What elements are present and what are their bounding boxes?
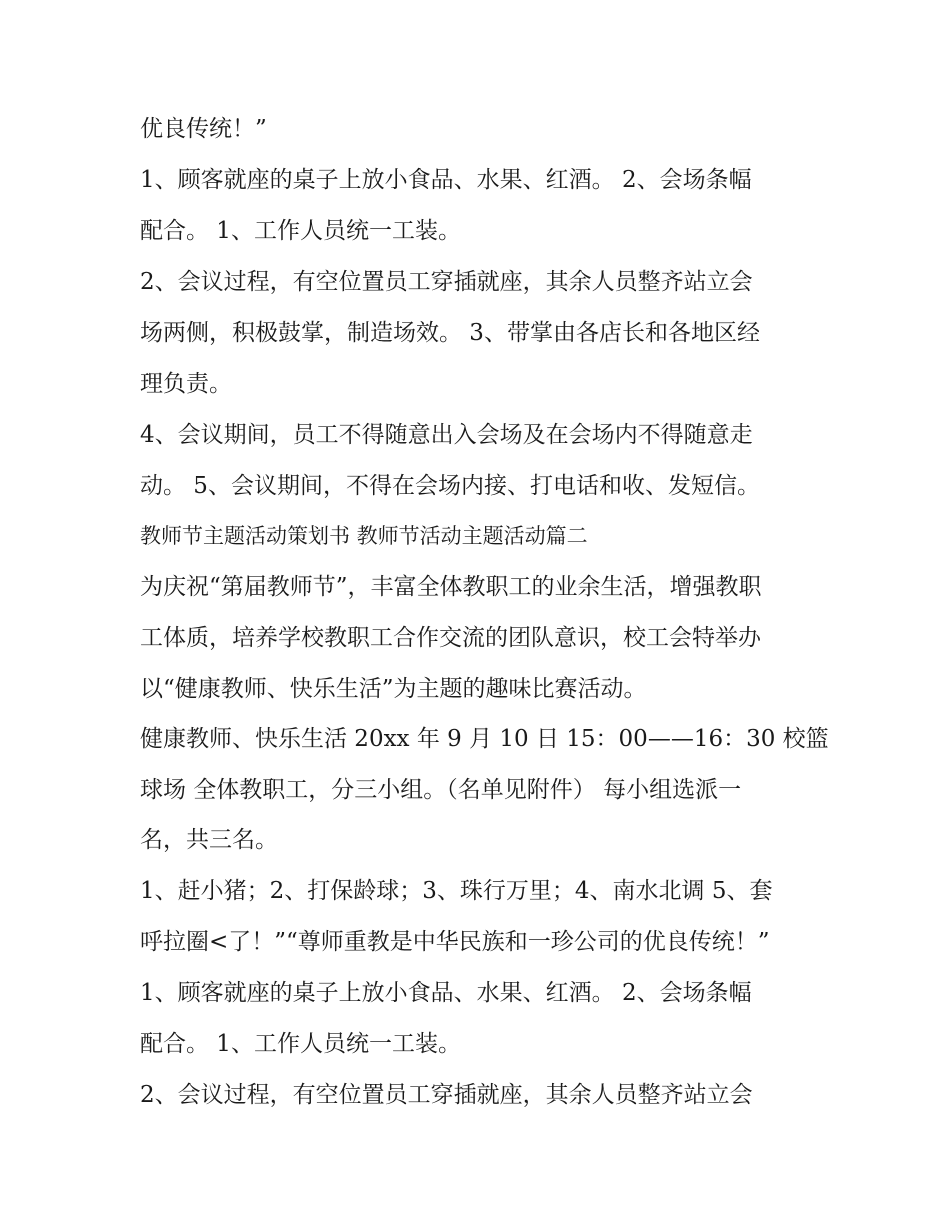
text-line: 1、顾客就座的桌子上放小食品、水果、红酒。 2、会场条幅: [140, 167, 752, 193]
text-line: 为庆祝“第届教师节”，丰富全体教职工的业余生活，增强教职: [140, 574, 762, 600]
text-line: 配合。 1、工作人员统一工装。: [140, 1031, 461, 1057]
text-line: 呼拉圈<了！”“尊师重教是中华民族和一珍公司的优良传统！”: [140, 929, 770, 955]
text-line: 动。 5、会议期间，不得在会场内接、打电话和收、发短信。: [140, 473, 760, 499]
text-line: 名，共三名。: [140, 827, 278, 853]
text-line: 2、会议过程，有空位置员工穿插就座，其余人员整齐站立会: [140, 269, 753, 295]
text-line: 1、顾客就座的桌子上放小食品、水果、红酒。 2、会场条幅: [140, 980, 752, 1006]
text-line: 理负责。: [140, 371, 232, 397]
text-line: 配合。 1、工作人员统一工装。: [140, 218, 461, 244]
text-line: 球场 全体教职工，分三小组。（名单见附件） 每小组选派一: [140, 777, 742, 803]
text-line: 场两侧，积极鼓掌，制造场效。 3、带掌由各店长和各地区经: [140, 320, 760, 346]
text-line: 1、赶小猪；2、打保龄球；3、珠行万里；4、南水北调 5、套: [140, 878, 773, 904]
text-line: 以“健康教师、快乐生活”为主题的趣味比赛活动。: [140, 676, 647, 702]
text-line: 健康教师、快乐生活 20xx 年 9 月 10 日 15：00——16：30 校篮: [140, 726, 829, 752]
text-line: 4、会议期间，员工不得随意出入会场及在会场内不得随意走: [140, 422, 753, 448]
text-line: 优良传统！”: [140, 116, 267, 142]
section-heading: 教师节主题活动策划书 教师节活动主题活动篇二: [140, 524, 588, 548]
text-line: 工体质，培养学校教职工合作交流的团队意识，校工会特举办: [140, 625, 761, 651]
text-line: 2、会议过程，有空位置员工穿插就座，其余人员整齐站立会: [140, 1082, 753, 1108]
